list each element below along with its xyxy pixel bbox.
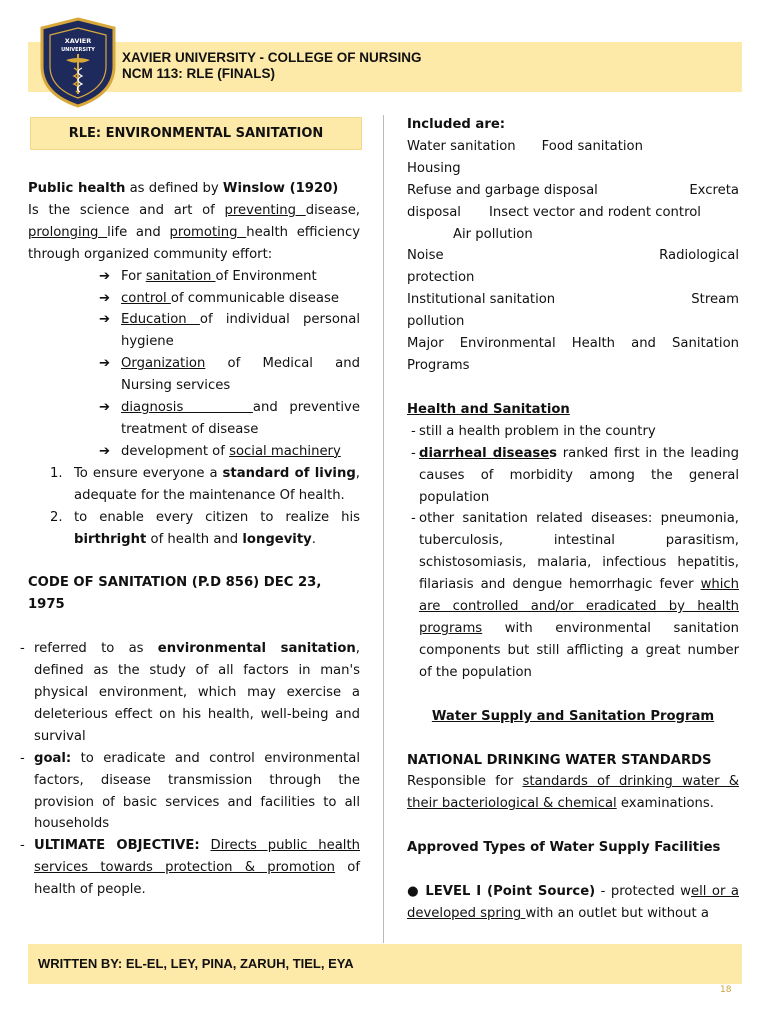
item-underline: Organization — [121, 356, 206, 372]
arrow-icon: ➔ — [99, 356, 111, 372]
item-text: development of — [121, 443, 230, 459]
item-bold: longevity — [242, 531, 312, 547]
included-row: pollution — [407, 314, 465, 330]
list-item — [28, 266, 360, 288]
included-row — [407, 202, 739, 224]
item-bold: environmental sanitation — [157, 641, 356, 657]
included-row — [407, 180, 739, 202]
arrow-icon: ➔ — [99, 312, 111, 328]
list-item — [28, 441, 360, 463]
arrow-list — [28, 266, 360, 463]
included-row: Housing — [407, 160, 461, 176]
health-sanitation-heading: Health and Sanitation — [407, 401, 570, 417]
list-item — [20, 748, 360, 836]
water-supply-heading: Water Supply and Sanitation Program — [431, 708, 715, 724]
svg-text:XAVIER: XAVIER — [64, 37, 92, 45]
ndws-heading: NATIONAL DRINKING WATER STANDARDS — [407, 752, 712, 768]
term-public-health: Public health — [28, 181, 126, 196]
item-text: of Medical and Nursing services — [121, 356, 360, 394]
def-underline-promoting: promoting — [169, 224, 247, 240]
item-text: Responsible for — [407, 774, 523, 790]
svg-text:UNIVERSITY: UNIVERSITY — [61, 47, 95, 53]
item-text: of health of people. — [34, 860, 361, 898]
dash-marker: - — [411, 445, 416, 461]
list-item — [28, 288, 360, 310]
item-text: of communicable disease — [170, 290, 339, 306]
authors-footer: WRITTEN BY: EL-EL, LEY, PINA, ZARUH, TIEL, EYA — [38, 956, 354, 971]
author-winslow: Winslow (1920) — [222, 181, 339, 196]
dash-marker: - — [20, 838, 25, 854]
def-text-1: Is the science and art of — [28, 202, 225, 218]
included-row: Air pollution — [453, 226, 533, 242]
item-text: to enable every citizen to realize his — [74, 509, 360, 525]
list-item — [28, 507, 360, 551]
included-row — [407, 289, 739, 311]
page-number: 18 — [720, 985, 732, 995]
item-text: disposal — [407, 204, 461, 220]
university-seal-logo — [36, 16, 120, 108]
heading-connector: as defined by — [125, 181, 223, 196]
item-text: , adequate for the maintenance Of health. — [74, 465, 360, 503]
item-bold-underline: diarrheal disease — [419, 445, 550, 461]
arrow-icon: ➔ — [99, 443, 111, 459]
item-text: other sanitation related diseases: pneumonia, tuberculosis, intestinal parasitism, schistosomiasis, malaria, infectious hepatitis, filariasis and dengue hemorrhagic fever — [419, 511, 739, 593]
def-underline-prolonging: prolonging — [28, 224, 108, 240]
included-row — [407, 245, 739, 267]
level-1-item — [407, 881, 739, 925]
item-underline: control — [121, 290, 171, 306]
dash-marker: - — [411, 511, 416, 527]
list-item — [20, 638, 360, 748]
numbered-list — [28, 463, 360, 551]
item-bold: s — [549, 445, 558, 461]
item-text: of health and — [146, 531, 243, 547]
item-number: 2. — [50, 509, 63, 525]
item-text: Institutional sanitation — [407, 292, 556, 308]
item-text: , defined as the study of all factors in man's physical environment, which may exercise a deleterious effect on his health, well-being and survival — [34, 641, 360, 744]
document-header — [122, 50, 422, 82]
def-underline-preventing: preventing — [224, 202, 306, 218]
included-heading: Included are: — [407, 117, 506, 132]
list-item — [407, 443, 739, 509]
dash-list — [20, 638, 361, 901]
included-row: protection — [407, 270, 475, 286]
item-underline: ell or a developed spring — [407, 884, 739, 922]
list-item — [28, 397, 360, 441]
ndws-text — [407, 771, 739, 815]
item-text: Stream — [691, 292, 739, 308]
item-bold: standard of living — [222, 465, 356, 481]
list-item — [407, 508, 739, 683]
item-text: with environmental sanitation components but still afflicting a great number of the population — [419, 620, 739, 680]
item-text: ranked first in the leading causes of morbidity among the general population — [419, 445, 740, 505]
item-text: and preventive treatment of disease — [121, 400, 360, 437]
left-column — [20, 178, 361, 901]
item-bold: birthright — [74, 531, 147, 547]
approved-types-heading: Approved Types of Water Supply Facilities — [407, 840, 721, 856]
dash-list — [407, 421, 739, 684]
item-bold: LEVEL I (Point Source) — [425, 884, 596, 900]
course-title: NCM 113: RLE (FINALS) — [122, 66, 276, 81]
item-text: Insect vector and rodent control — [488, 204, 701, 220]
item-text: . — [311, 531, 316, 547]
item-text: referred to as — [34, 641, 158, 657]
item-text: still a health problem in the country — [419, 423, 656, 439]
column-divider — [383, 115, 384, 943]
dash-marker: - — [20, 750, 25, 766]
public-health-definition — [28, 200, 360, 266]
item-text: to eradicate and control environmental factors, disease transmission through the provision of basic services and facilities to all households — [34, 750, 360, 832]
item-text: of Environment — [215, 268, 317, 284]
included-row: Major Environmental Health and Sanitation Programs — [407, 336, 739, 373]
item-text: For — [121, 268, 146, 284]
item-underline: diagnosis — [121, 400, 253, 416]
dash-marker: - — [20, 641, 25, 657]
item-underline: Directs public health services towards protection & promotion — [34, 838, 360, 876]
list-item — [407, 421, 739, 443]
right-column — [407, 114, 739, 925]
item-text: Excreta — [689, 182, 739, 198]
item-underline: sanitation — [145, 268, 216, 284]
item-underline: social machinery — [229, 443, 341, 459]
institution-title: XAVIER UNIVERSITY - COLLEGE OF NURSING — [122, 50, 422, 65]
item-underline: Education — [121, 312, 200, 328]
arrow-icon: ➔ — [99, 400, 111, 416]
item-text: To ensure everyone a — [74, 465, 223, 481]
item-text — [200, 838, 211, 853]
item-underline: which are controlled and/or eradicated by health programs — [419, 577, 739, 636]
code-of-sanitation-heading: CODE OF SANITATION (P.D 856) DEC 23, 1975 — [28, 575, 322, 613]
list-item — [28, 353, 360, 397]
bullet-icon: ● — [407, 884, 420, 900]
item-number: 1. — [50, 465, 63, 481]
public-health-heading — [28, 178, 360, 200]
item-bold: ULTIMATE OBJECTIVE: — [34, 838, 200, 854]
dash-marker: - — [411, 423, 416, 439]
item-bold: goal: — [34, 750, 72, 766]
list-item — [28, 463, 360, 507]
item-underline: standards of drinking water & their bacteriological & chemical — [407, 774, 739, 812]
arrow-icon: ➔ — [99, 268, 111, 284]
item-text: examinations. — [616, 796, 714, 812]
section-title: RLE: ENVIRONMENTAL SANITATION — [30, 117, 362, 150]
included-row — [407, 136, 739, 158]
item-text: - protected w — [595, 884, 691, 900]
def-text-3: life and — [107, 224, 170, 240]
item-text: Noise — [407, 248, 444, 264]
item-text: Food sanitation — [541, 138, 643, 154]
item-text: Radiological — [659, 248, 739, 264]
item-text: Refuse and garbage disposal — [407, 182, 598, 198]
list-item — [28, 309, 360, 353]
arrow-icon: ➔ — [99, 290, 111, 306]
list-item — [20, 835, 361, 901]
def-text-2: disease, — [305, 202, 360, 218]
def-text-4: health efficiency through organized community effort: — [28, 224, 360, 262]
item-text: of individual personal hygiene — [121, 312, 360, 350]
item-text: with an outlet but without a — [525, 906, 709, 922]
item-text: Water sanitation — [407, 138, 516, 154]
